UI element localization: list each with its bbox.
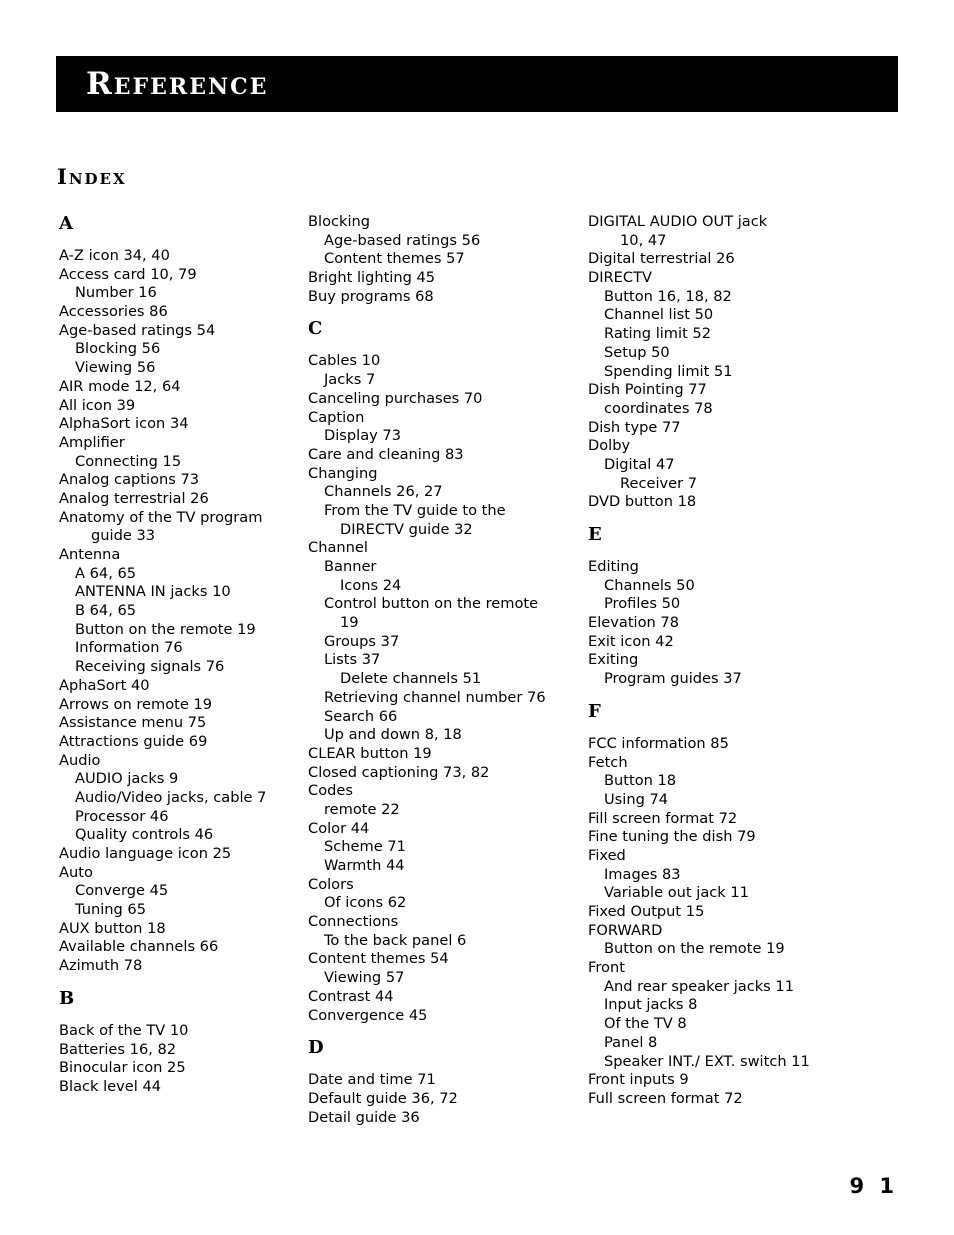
- index-entry: Accessories 86: [59, 303, 168, 321]
- index-subentry: Setup 50: [604, 343, 670, 361]
- index-subentry: Scheme 71: [324, 838, 406, 856]
- index-entry: Channel: [308, 539, 368, 557]
- index-entry: Amplifier: [59, 433, 125, 451]
- index-subentry: Delete channels 51: [340, 670, 482, 688]
- index-subentry: Button on the remote 19: [75, 620, 256, 638]
- index-entry: Buy programs 68: [308, 287, 434, 305]
- index-entry: All icon 39: [59, 396, 136, 414]
- index-subentry: Connecting 15: [75, 452, 182, 470]
- index-subentry: Digital 47: [604, 455, 675, 473]
- index-entry: Changing: [308, 464, 378, 482]
- section-gap: [59, 976, 266, 988]
- section-gap: [588, 512, 810, 524]
- index-subentry: Channel list 50: [604, 306, 714, 324]
- index-subentry: Jacks 7: [324, 371, 376, 389]
- index-entry: Date and time 71: [308, 1071, 436, 1089]
- index-entry: Elevation 78: [588, 614, 679, 632]
- index-subentry: Content themes 57: [324, 250, 465, 268]
- index-entry: Assistance menu 75: [59, 714, 207, 732]
- index-entry: Binocular icon 25: [59, 1059, 186, 1077]
- index-subentry: Warmth 44: [324, 857, 405, 874]
- index-entry: AIR mode 12, 64: [59, 377, 181, 395]
- index-entry: Anatomy of the TV program: [59, 508, 263, 526]
- index-subentry: Icons 24: [340, 576, 402, 594]
- index-subentry: Button 16, 18, 82: [604, 287, 732, 305]
- index-entry: Available channels 66: [59, 938, 219, 956]
- index-subentry: To the back panel 6: [324, 931, 467, 949]
- index-entry: Front inputs 9: [588, 1071, 689, 1089]
- index-entry: Fine tuning the dish 79: [588, 828, 756, 846]
- index-letter: E: [588, 524, 602, 545]
- index-entry: CLEAR button 19: [308, 744, 432, 762]
- index-entry: Contrast 44: [308, 987, 394, 1005]
- section-gap: [308, 306, 546, 318]
- index-entry: Auto: [59, 863, 93, 881]
- index-letter: F: [588, 700, 601, 722]
- index-subentry: Rating limit 52: [604, 325, 712, 343]
- index-subentry: Blocking 56: [75, 340, 161, 358]
- index-subentry: Viewing 57: [324, 969, 405, 987]
- index-subentry: Profiles 50: [604, 595, 681, 613]
- index-entry: Front: [588, 959, 625, 977]
- index-entry: Detail guide 36: [308, 1108, 420, 1126]
- index-entry: Fixed Output 15: [588, 903, 705, 920]
- index-subentry: Using 74: [604, 790, 669, 808]
- index-entry: Colors: [308, 875, 354, 893]
- index-subentry: Button on the remote 19: [604, 940, 785, 958]
- index-subentry: A 64, 65: [75, 564, 137, 582]
- index-entry: Dolby: [588, 437, 631, 455]
- index-entry: DVD button 18: [588, 493, 697, 511]
- index-subentry: Input jacks 8: [604, 996, 698, 1014]
- index-subentry: Images 83: [604, 865, 681, 883]
- header-title: Reference: [86, 66, 269, 102]
- index-entry: Full screen format 72: [588, 1089, 743, 1107]
- index-letter: C: [308, 318, 323, 340]
- index-entry: Attractions guide 69: [59, 732, 208, 750]
- index-column-3: [588, 213, 810, 1109]
- index-subentry: B 64, 65: [75, 602, 137, 620]
- index-subentry: Audio/Video jacks, cable 7: [75, 788, 267, 806]
- index-subentry: Processor 46: [75, 807, 169, 825]
- index-entry: Fixed: [588, 846, 626, 864]
- index-letter: A: [59, 213, 73, 234]
- header-banner: [56, 56, 898, 112]
- index-entry: Dish Pointing 77: [588, 381, 707, 399]
- index-entry: Audio: [59, 751, 101, 769]
- index-entry: Editing: [588, 558, 639, 575]
- page-number: 9 1: [849, 1174, 898, 1198]
- index-column-1: [59, 213, 266, 1097]
- index-entry: Azimuth 78: [59, 957, 143, 975]
- index-subentry: Spending limit 51: [604, 362, 733, 380]
- index-entry: Analog captions 73: [59, 471, 200, 489]
- index-subentry: Of the TV 8: [604, 1015, 687, 1033]
- index-entry: Exiting: [588, 651, 639, 669]
- index-subentry: Up and down 8, 18: [324, 726, 462, 744]
- index-entry: Connections: [308, 913, 399, 931]
- index-entry: Closed captioning 73, 82: [308, 763, 490, 781]
- index-subentry: From the TV guide to the: [324, 501, 506, 519]
- index-subentry: Information 76: [75, 639, 183, 657]
- index-entry: Cables 10: [308, 352, 381, 370]
- section-title: Index: [57, 164, 127, 189]
- index-subentry: ANTENNA IN jacks 10: [75, 583, 231, 601]
- index-subentry: guide 33: [91, 527, 156, 545]
- index-subentry: Banner: [324, 558, 377, 575]
- index-subentry: Speaker INT./ EXT. switch 11: [604, 1052, 810, 1070]
- index-entry: AphaSort 40: [59, 676, 150, 694]
- index-subentry: Number 16: [75, 284, 157, 302]
- index-subentry: AUDIO jacks 9: [75, 770, 179, 788]
- index-subentry: remote 22: [324, 800, 400, 818]
- index-entry: Default guide 36, 72: [308, 1089, 458, 1107]
- index-entry: Dish type 77: [588, 418, 681, 436]
- index-entry: FCC information 85: [588, 734, 729, 752]
- index-entry: Convergence 45: [308, 1006, 428, 1024]
- index-entry: Fill screen format 72: [588, 809, 738, 827]
- index-entry: DIRECTV: [588, 269, 652, 287]
- index-subentry: Receiving signals 76: [75, 658, 225, 676]
- index-entry: Caption: [308, 408, 365, 426]
- index-subentry: Converge 45: [75, 882, 169, 900]
- index-entry: Fetch: [588, 753, 628, 771]
- index-subentry: Groups 37: [324, 632, 400, 650]
- index-entry: Blocking: [308, 213, 371, 230]
- index-subentry: coordinates 78: [604, 399, 713, 417]
- index-entry: Canceling purchases 70: [308, 389, 483, 407]
- index-entry: Audio language icon 25: [59, 845, 232, 862]
- index-entry: Batteries 16, 82: [59, 1040, 177, 1058]
- index-entry: Digital terrestrial 26: [588, 250, 735, 268]
- index-subentry: 19: [340, 614, 359, 632]
- index-entry: DIGITAL AUDIO OUT jack: [588, 213, 768, 230]
- section-gap: [308, 1025, 546, 1037]
- index-entry: Arrows on remote 19: [59, 695, 213, 713]
- index-subentry: And rear speaker jacks 11: [604, 977, 794, 995]
- index-subentry: Of icons 62: [324, 894, 407, 912]
- index-subentry: Viewing 56: [75, 359, 156, 377]
- index-subentry: 10, 47: [620, 231, 667, 249]
- index-entry: Codes: [308, 782, 353, 800]
- index-subentry: Receiver 7: [620, 474, 698, 492]
- index-subentry: Variable out jack 11: [604, 884, 749, 902]
- index-entry: A-Z icon 34, 40: [59, 247, 170, 264]
- index-entry: Back of the TV 10: [59, 1021, 189, 1039]
- index-subentry: Display 73: [324, 427, 402, 445]
- index-entry: Exit icon 42: [588, 632, 674, 650]
- index-subentry: Button 18: [604, 772, 677, 790]
- index-letter: B: [59, 987, 75, 1009]
- section-gap: [588, 689, 810, 701]
- index-subentry: Tuning 65: [75, 901, 146, 919]
- index-entry: Care and cleaning 83: [308, 445, 464, 463]
- index-entry: Access card 10, 79: [59, 265, 197, 283]
- index-subentry: Control button on the remote: [324, 595, 539, 613]
- index-letter: D: [308, 1037, 324, 1059]
- index-subentry: Search 66: [324, 707, 398, 725]
- index-entry: Black level 44: [59, 1077, 162, 1095]
- index-subentry: Channels 26, 27: [324, 483, 443, 501]
- index-subentry: Lists 37: [324, 651, 381, 669]
- index-entry: AUX button 18: [59, 919, 166, 937]
- index-subentry: DIRECTV guide 32: [340, 520, 473, 538]
- index-subentry: Channels 50: [604, 576, 695, 594]
- index-entry: Content themes 54: [308, 950, 449, 968]
- index-entry: Age-based ratings 54: [59, 321, 216, 339]
- index-entry: FORWARD: [588, 921, 663, 939]
- index-entry: Analog terrestrial 26: [59, 489, 209, 507]
- index-subentry: Quality controls 46: [75, 826, 214, 844]
- index-subentry: Program guides 37: [604, 670, 742, 688]
- index-subentry: Age-based ratings 56: [324, 231, 481, 249]
- index-subentry: Retrieving channel number 76: [324, 688, 546, 706]
- index-subentry: Panel 8: [604, 1033, 658, 1051]
- index-entry: Antenna: [59, 546, 121, 563]
- index-entry: Color 44: [308, 819, 370, 837]
- index-entry: Bright lighting 45: [308, 269, 436, 287]
- index-column-2: [308, 213, 546, 1127]
- index-entry: AlphaSort icon 34: [59, 415, 189, 433]
